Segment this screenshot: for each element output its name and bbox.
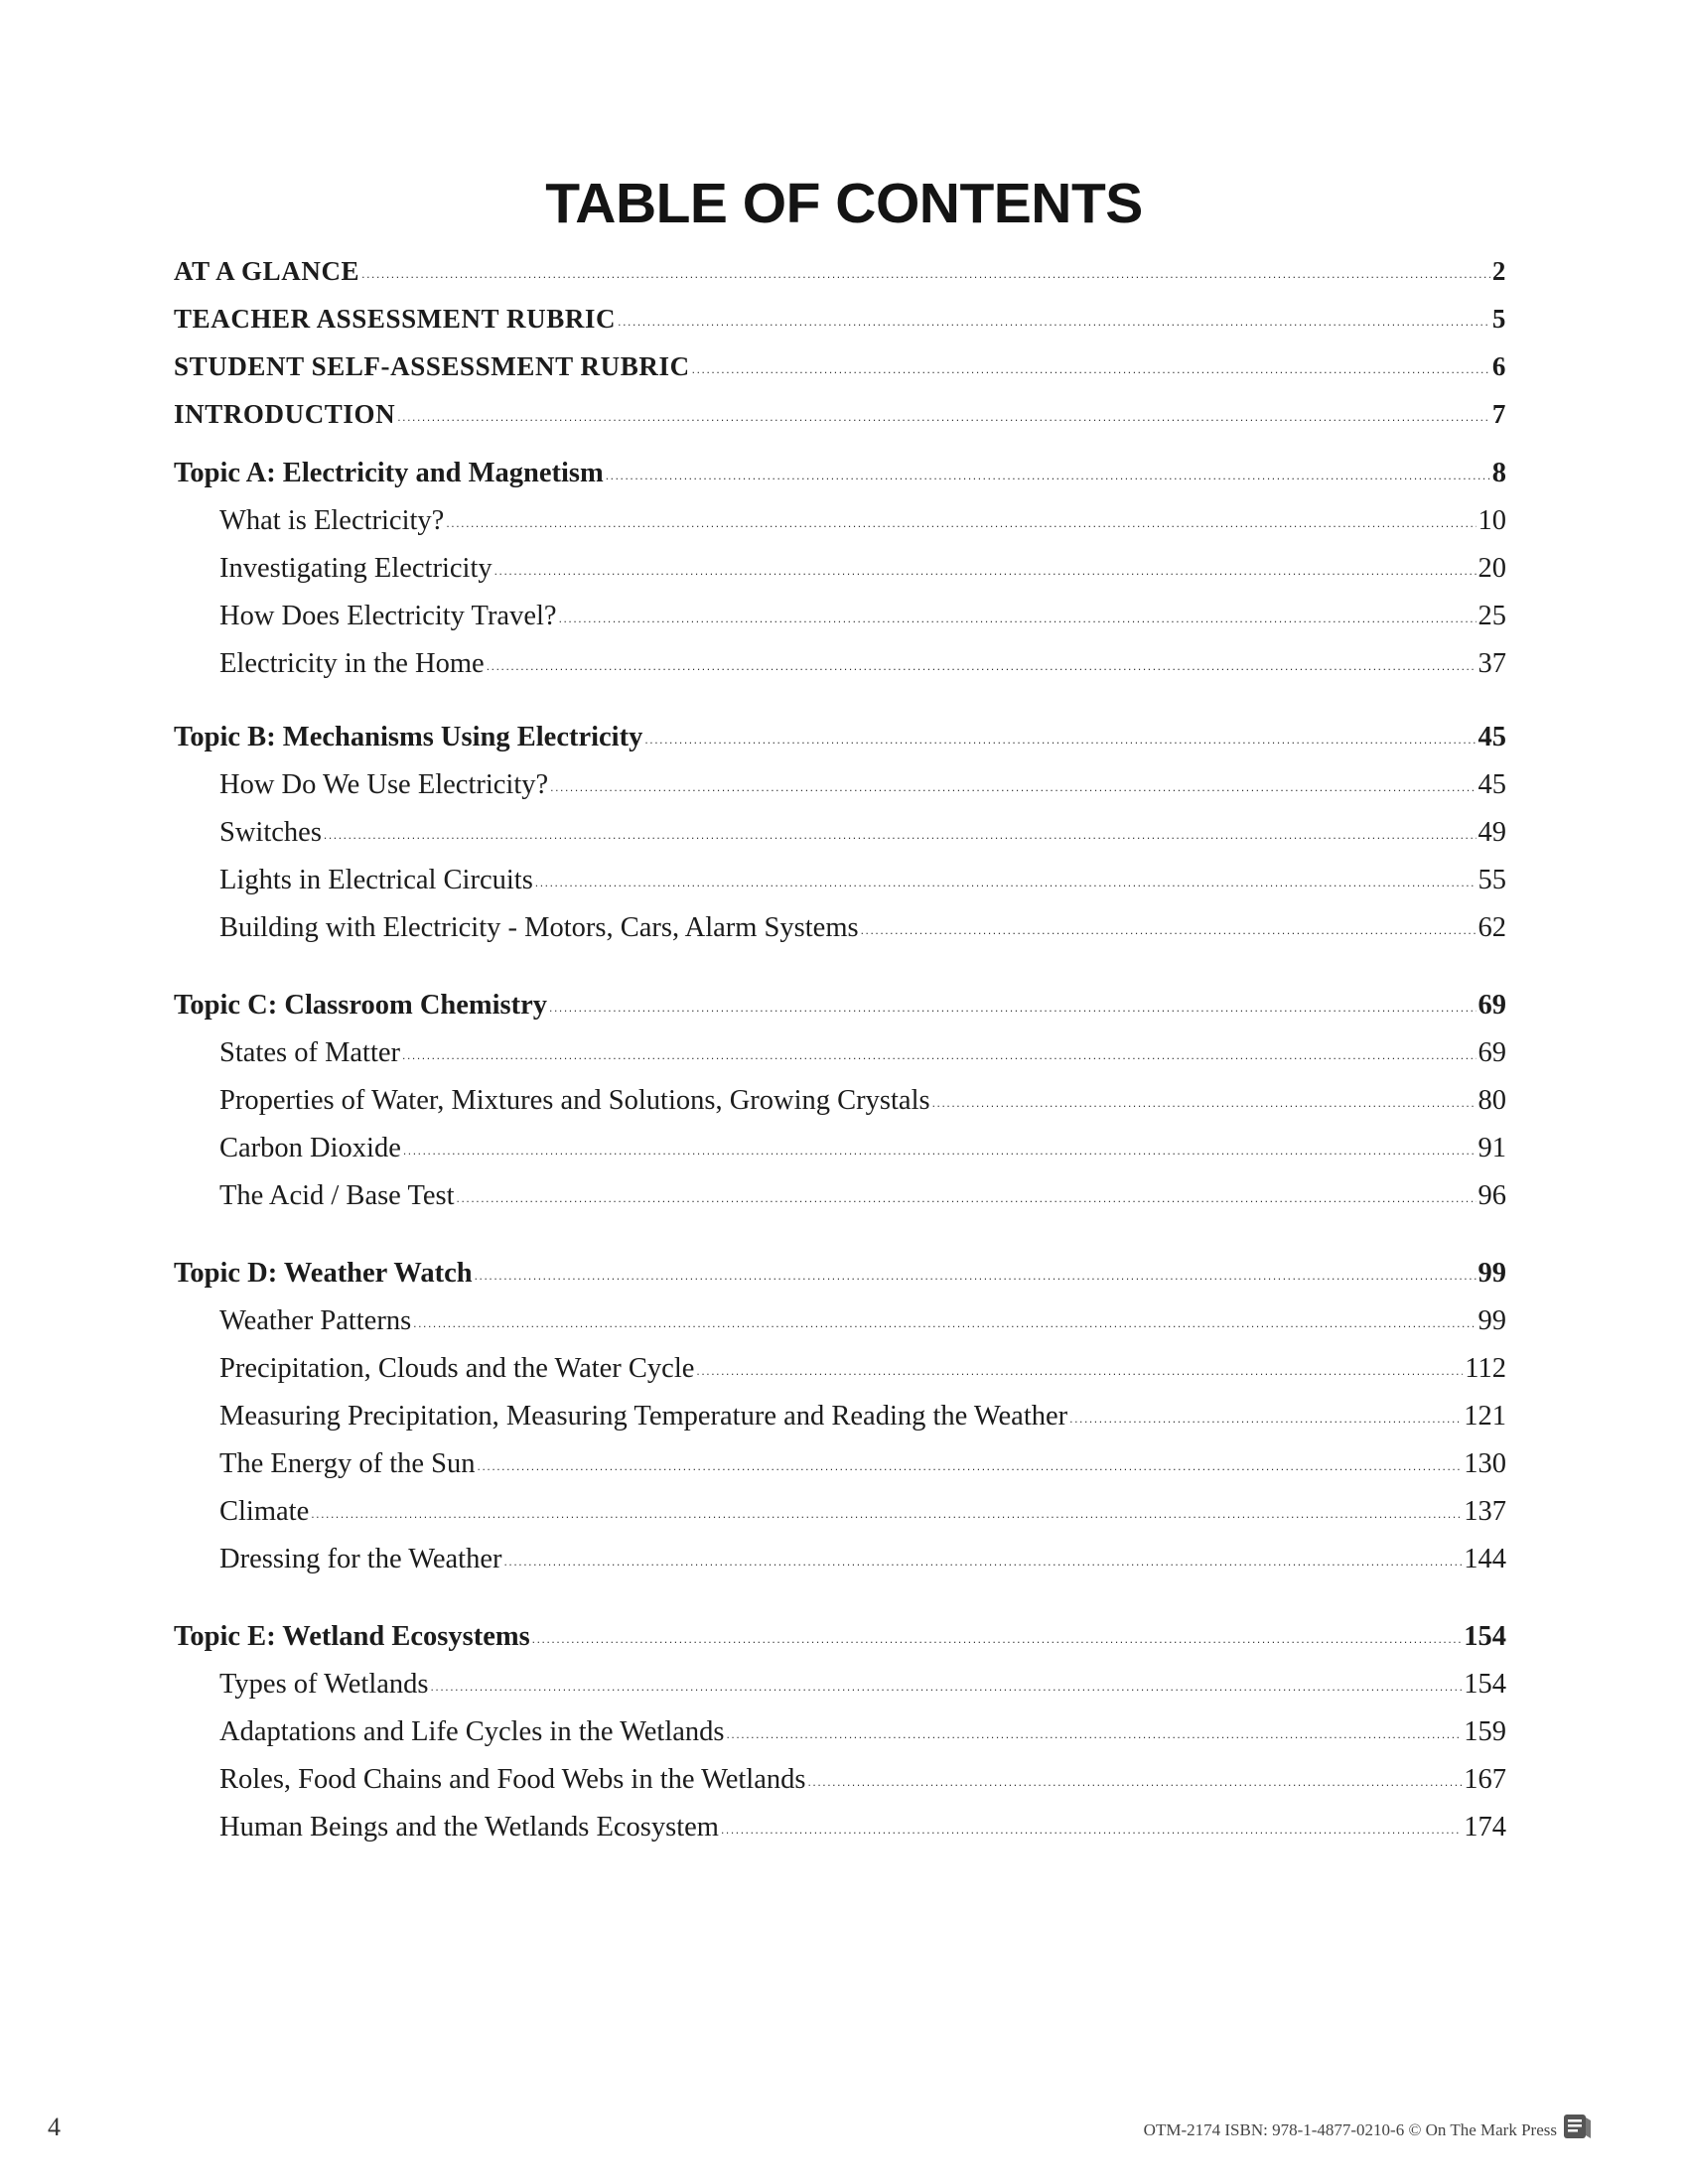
dot-leader [494,564,1477,578]
toc-subentry[interactable] [219,1764,1506,1796]
toc-entry-page: 5 [1491,304,1506,334]
toc-subentry-page: 20 [1477,553,1506,584]
toc-subentry-label: Switches [219,817,322,848]
toc-entry-student-self-assessment-rubric[interactable] [174,351,1506,382]
toc-entry-teacher-assessment-rubric[interactable] [174,304,1506,335]
toc-subentry[interactable] [219,1812,1506,1843]
dot-leader [457,1191,1477,1205]
toc-subentry[interactable] [219,1305,1506,1337]
dot-leader [606,469,1490,482]
toc-subentry[interactable] [219,505,1506,537]
dot-leader [403,1144,1477,1158]
toc-subentry-label: Human Beings and the Wetlands Ecosystem [219,1812,719,1843]
toc-subentry-page: 10 [1477,505,1506,536]
toc-subentry-page: 137 [1464,1496,1506,1527]
dot-leader [550,780,1476,794]
toc-topic-page: 154 [1464,1621,1506,1652]
dot-leader [397,410,1490,424]
toc-subentry[interactable] [219,817,1506,849]
toc-subentry[interactable] [219,769,1506,801]
toc-subentry-page: 49 [1477,817,1506,848]
footer-publisher-line: OTM-2174 ISBN: 978-1-4877-0210-6 © On The Mark Press [1143,2120,1557,2139]
toc-subentry[interactable] [219,1085,1506,1117]
toc-subentry[interactable] [219,1353,1506,1385]
toc-subentry[interactable] [219,1133,1506,1164]
dot-leader [1069,1412,1462,1426]
toc-subentry[interactable] [219,1716,1506,1748]
dot-leader [644,733,1476,747]
toc-entry-page: 7 [1491,399,1506,429]
toc-topic-e[interactable] [174,1621,1506,1653]
toc-subentry-label: Climate [219,1496,310,1527]
dot-leader [311,1507,1462,1521]
toc-topic-label: Topic B: Mechanisms Using Electricity [174,722,643,752]
toc-topic-d[interactable] [174,1258,1506,1290]
toc-subentry-label: How Does Electricity Travel? [219,601,557,631]
dot-leader [861,923,1477,937]
toc-subentry-label: The Acid / Base Test [219,1180,455,1211]
toc-subentry-label: Properties of Water, Mixtures and Solutions, Growing Crystals [219,1085,930,1116]
dot-leader [726,1727,1462,1741]
toc-topic-a[interactable] [174,458,1506,489]
dot-leader [549,1001,1476,1015]
toc-subentry-page: 37 [1477,648,1506,679]
toc-subentry-label: Investigating Electricity [219,553,492,584]
toc-subentry-page: 62 [1477,912,1506,943]
toc-subentry-label: Weather Patterns [219,1305,412,1336]
toc-subentry-label: Lights in Electrical Circuits [219,865,533,895]
toc-entry-page: 2 [1491,256,1506,286]
page-title: TABLE OF CONTENTS [545,172,1143,236]
toc-subentry-page: 55 [1477,865,1506,895]
toc-subentry-page: 130 [1464,1448,1506,1479]
dot-leader [478,1459,1463,1473]
toc-subentry-page: 154 [1464,1669,1506,1700]
dot-leader [413,1316,1476,1330]
dot-leader [503,1555,1462,1569]
toc-subentry[interactable] [219,865,1506,896]
toc-entry-label: AT A GLANCE [174,256,360,286]
toc-subentry[interactable] [219,1037,1506,1069]
toc-subentry-page: 80 [1477,1085,1506,1116]
toc-subentry-page: 159 [1464,1716,1506,1747]
dot-leader [487,659,1477,673]
toc-entry-label: TEACHER ASSESSMENT RUBRIC [174,304,617,334]
toc-subentry[interactable] [219,912,1506,944]
dot-leader [618,315,1490,329]
toc-subentry-label: Adaptations and Life Cycles in the Wetlands [219,1716,725,1747]
dot-leader [475,1269,1477,1283]
dot-leader [402,1048,1476,1062]
toc-subentry-label: Building with Electricity - Motors, Cars, Alarm Systems [219,912,859,943]
dot-leader [807,1775,1462,1789]
toc-topic-label: Topic D: Weather Watch [174,1258,473,1289]
toc-subentry-page: 99 [1477,1305,1506,1336]
toc-subentry-label: The Energy of the Sun [219,1448,476,1479]
toc-subentry-page: 144 [1464,1544,1506,1574]
toc-subentry-label: Electricity in the Home [219,648,485,679]
toc-topic-label: Topic E: Wetland Ecosystems [174,1621,530,1652]
toc-subentry-page: 45 [1477,769,1506,800]
toc-subentry-label: Measuring Precipitation, Measuring Temperature and Reading the Weather [219,1401,1068,1432]
dot-leader [692,362,1490,376]
toc-topic-label: Topic C: Classroom Chemistry [174,990,548,1021]
toc-subentry-label: Roles, Food Chains and Food Webs in the Wetlands [219,1764,806,1795]
toc-subentry-label: How Do We Use Electricity? [219,769,549,800]
toc-subentry[interactable] [219,1496,1506,1528]
toc-subentry-label: Carbon Dioxide [219,1133,401,1163]
dot-leader [696,1364,1463,1378]
toc-subentry-page: 25 [1477,601,1506,631]
toc-subentry-page: 174 [1464,1812,1506,1843]
toc-topic-label: Topic A: Electricity and Magnetism [174,458,604,488]
dot-leader [532,1632,1463,1646]
toc-entry-label: STUDENT SELF-ASSESSMENT RUBRIC [174,351,690,381]
toc-subentry[interactable] [219,601,1506,632]
toc-topic-page: 45 [1477,722,1506,752]
dot-leader [361,267,1490,281]
dot-leader [430,1680,1462,1694]
toc-topic-b[interactable] [174,722,1506,753]
toc-topic-page: 99 [1477,1258,1506,1289]
toc-subentry-page: 121 [1464,1401,1506,1432]
toc-subentry-page: 69 [1477,1037,1506,1068]
toc-subentry-page: 112 [1465,1353,1506,1384]
toc-subentry[interactable] [219,1669,1506,1701]
toc-subentry-label: Types of Wetlands [219,1669,429,1700]
toc-subentry[interactable] [219,1448,1506,1480]
toc-topic-page: 69 [1477,990,1506,1021]
toc-subentry-page: 96 [1477,1180,1506,1211]
dot-leader [535,876,1477,889]
toc-entry-page: 6 [1491,351,1506,381]
toc-subentry-label: Precipitation, Clouds and the Water Cycle [219,1353,695,1384]
toc-entry-label: INTRODUCTION [174,399,396,429]
dot-leader [446,516,1476,530]
toc-topic-c[interactable] [174,990,1506,1022]
toc-subentry[interactable] [219,648,1506,680]
toc-subentry[interactable] [219,1544,1506,1575]
dot-leader [932,1096,1477,1110]
book-logo-icon [1562,2112,1592,2141]
toc-entry-at-a-glance[interactable] [174,256,1506,287]
dot-leader [559,612,1477,625]
toc-subentry-label: What is Electricity? [219,505,445,536]
toc-subentry-label: Dressing for the Weather [219,1544,502,1574]
dot-leader [324,828,1477,842]
toc-subentry-label: States of Matter [219,1037,401,1068]
footer-page-number: 4 [48,2113,61,2141]
toc-subentry[interactable] [219,1180,1506,1212]
toc-subentry-page: 91 [1477,1133,1506,1163]
toc-entry-introduction[interactable] [174,399,1506,430]
dot-leader [721,1823,1462,1837]
toc-topic-page: 8 [1491,458,1506,488]
toc-subentry-page: 167 [1464,1764,1506,1795]
toc-subentry[interactable] [219,553,1506,585]
toc-subentry[interactable] [219,1401,1506,1433]
